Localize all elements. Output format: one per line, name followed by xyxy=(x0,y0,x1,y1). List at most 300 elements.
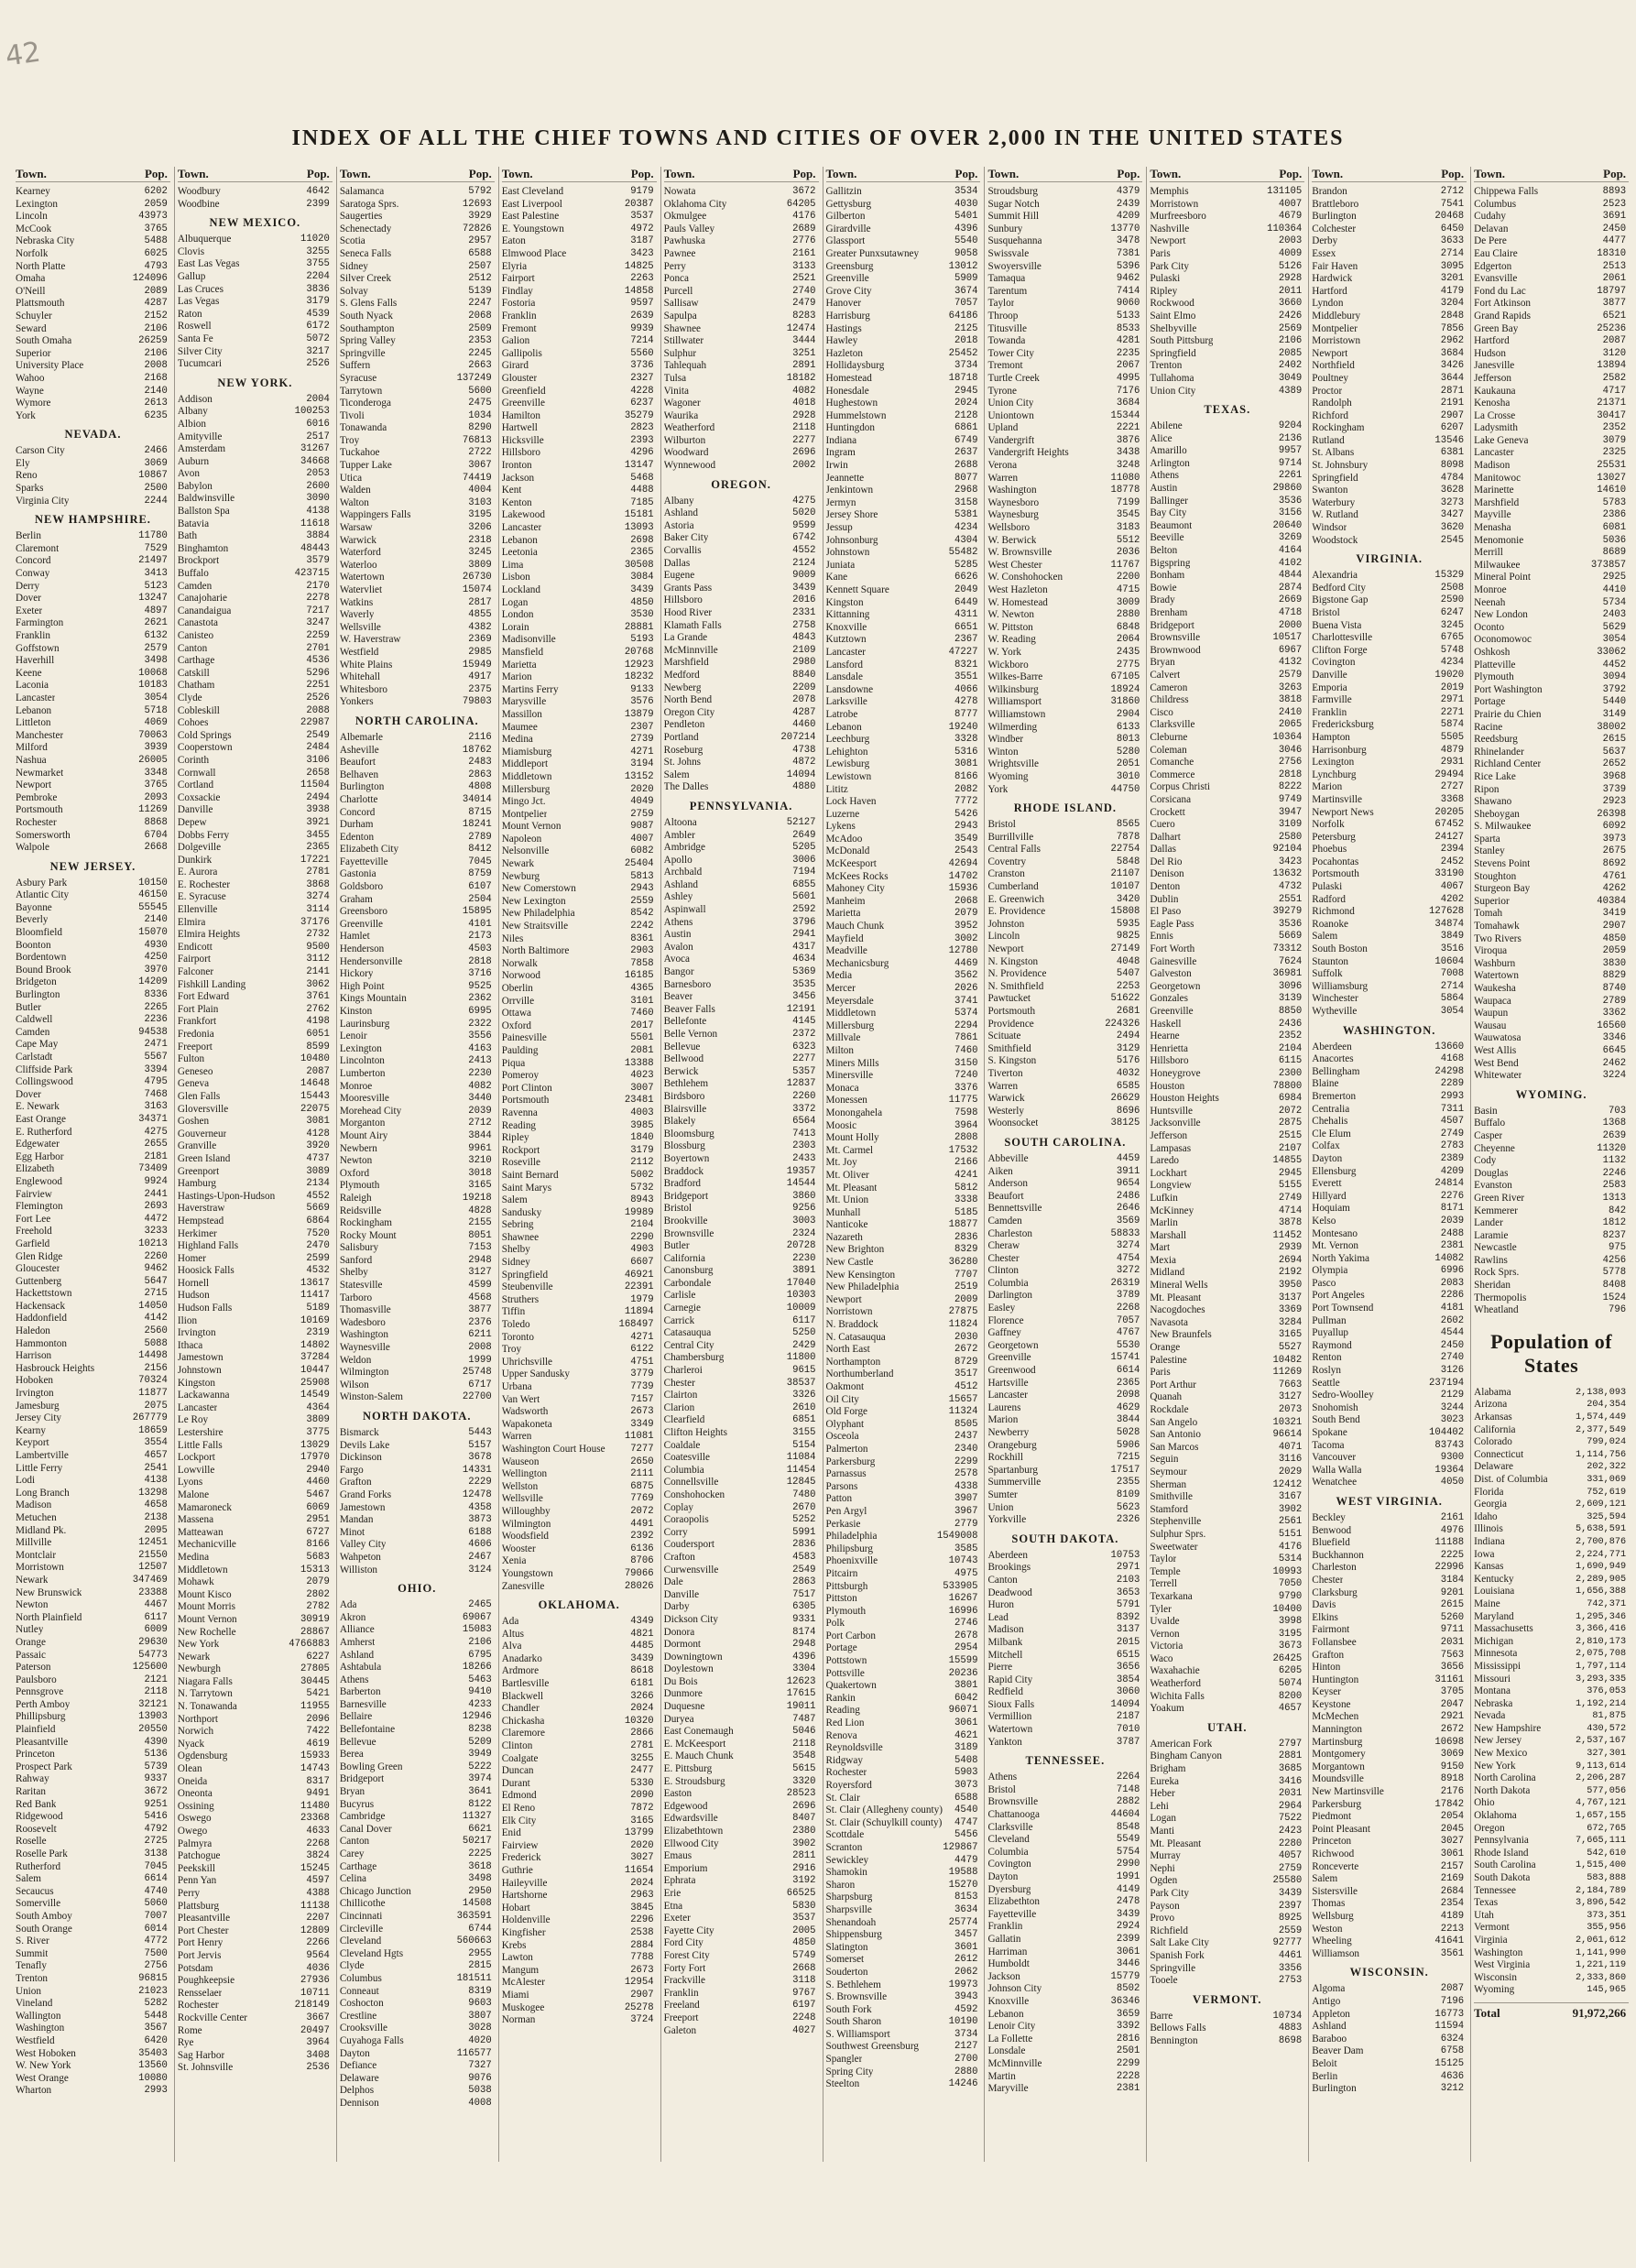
town-entry xyxy=(987,1365,1142,1378)
town-population: 3049 xyxy=(1278,372,1303,384)
town-population: 2945 xyxy=(954,385,978,397)
town-entry xyxy=(664,1963,819,1976)
town-population: 6323 xyxy=(792,1041,816,1052)
town-population: 9711 xyxy=(1440,1624,1465,1636)
town-population: 2484 xyxy=(306,742,330,754)
town-name: Derry xyxy=(16,580,40,592)
town-entry xyxy=(340,1737,495,1750)
town-population: 10711 xyxy=(300,1987,330,1999)
town-entry xyxy=(178,234,333,246)
town-entry xyxy=(502,1753,657,1766)
town-population: 2039 xyxy=(1440,1215,1465,1227)
town-entry xyxy=(16,878,170,890)
town-name: Boonton xyxy=(16,939,51,951)
town-entry xyxy=(178,1963,333,1976)
town-population: 4142 xyxy=(144,1313,168,1325)
town-population: 67105 xyxy=(1110,671,1140,683)
town-population: 2380 xyxy=(792,1826,816,1837)
town-population: 6305 xyxy=(792,1601,816,1613)
town-population: 2266 xyxy=(306,1937,330,1949)
town-entry xyxy=(178,954,333,966)
town-name: Brownwood xyxy=(1150,644,1201,656)
town-population: 8222 xyxy=(1278,781,1303,793)
town-name: Raleigh xyxy=(339,1192,372,1204)
town-population: 5252 xyxy=(792,1514,816,1526)
town-entry xyxy=(1150,732,1304,745)
town-entry xyxy=(987,1166,1142,1179)
town-population: 3765 xyxy=(144,780,168,791)
town-entry xyxy=(987,660,1142,672)
town-name: Greenport xyxy=(177,1165,220,1177)
town-name: Du Bois xyxy=(663,1675,698,1687)
town-entry xyxy=(16,398,170,410)
town-entry xyxy=(664,235,819,248)
town-entry xyxy=(502,845,657,858)
town-name: Philadelphia xyxy=(825,1531,878,1543)
town-population: 9150 xyxy=(1440,1761,1465,1772)
town-entry xyxy=(1312,981,1467,994)
town-population: 79803 xyxy=(462,696,492,708)
town-population: 4281 xyxy=(1116,335,1140,347)
town-entry xyxy=(826,1655,981,1668)
town-population: 78800 xyxy=(1272,1080,1303,1092)
town-name: Red Lion xyxy=(825,1717,865,1729)
town-entry xyxy=(1312,1390,1467,1402)
town-name: Ripley xyxy=(501,1132,529,1144)
town-entry xyxy=(664,1776,819,1789)
town-population: 9009 xyxy=(792,570,816,582)
town-name: Oneida xyxy=(177,1775,208,1787)
town-population: 6996 xyxy=(1440,1265,1465,1277)
town-entry xyxy=(16,914,170,927)
town-population: 4007 xyxy=(1278,198,1303,210)
town-name: Tarentum xyxy=(987,285,1028,297)
town-entry xyxy=(340,1427,495,1440)
town-entry xyxy=(340,1539,495,1552)
town-name: Bowie xyxy=(1150,582,1177,594)
town-population: 5136 xyxy=(144,1749,168,1761)
town-name: Sioux Falls xyxy=(987,1698,1035,1710)
town-name: Massillon xyxy=(501,708,542,720)
town-population: 11269 xyxy=(1272,1367,1303,1379)
town-name: Lincolnton xyxy=(339,1055,385,1067)
town-population: 2016 xyxy=(792,594,816,606)
town-population: 6626 xyxy=(954,572,978,583)
town-population: 58833 xyxy=(1110,1227,1140,1239)
town-population: 2836 xyxy=(792,1539,816,1551)
town-population: 10009 xyxy=(786,1303,816,1314)
town-entry xyxy=(664,1402,819,1415)
town-name: Madison xyxy=(987,1624,1024,1636)
town-name: Quakertown xyxy=(825,1680,877,1692)
town-entry xyxy=(1150,956,1304,969)
town-name: Carson City xyxy=(16,445,65,457)
town-population: 4747 xyxy=(954,1816,978,1828)
town-name: Raymond xyxy=(1312,1339,1352,1351)
town-name: Mitchell xyxy=(987,1649,1023,1661)
town-name: Lewistown xyxy=(825,770,872,782)
town-entry xyxy=(16,2011,170,2023)
town-population: 2725 xyxy=(144,1836,168,1848)
town-population: 4621 xyxy=(954,1729,978,1741)
town-population: 11080 xyxy=(1110,472,1140,484)
town-name: Martins Ferry xyxy=(501,683,559,695)
town-entry xyxy=(1150,545,1304,558)
town-entry xyxy=(826,1531,981,1543)
town-population: 124096 xyxy=(132,273,168,285)
town-name: Jersey Shore xyxy=(825,509,878,521)
town-population: 9133 xyxy=(630,683,654,695)
town-entry xyxy=(987,981,1142,994)
town-population: 25748 xyxy=(462,1367,492,1379)
town-population: 6607 xyxy=(630,1257,654,1269)
town-name: Dale xyxy=(663,1576,683,1588)
town-entry xyxy=(178,655,333,668)
town-population: 9597 xyxy=(630,298,654,310)
town-entry xyxy=(664,1116,819,1129)
town-population: 6995 xyxy=(468,1006,492,1017)
town-population: 29494 xyxy=(1434,769,1465,780)
town-population: 4636 xyxy=(1440,2070,1465,2082)
town-name: Ambridge xyxy=(663,842,705,854)
town-population: 4972 xyxy=(630,223,654,234)
town-entry xyxy=(987,1378,1142,1390)
town-entry xyxy=(340,1292,495,1305)
town-name: El Paso xyxy=(1150,906,1182,918)
town-population: 2663 xyxy=(468,360,492,372)
town-population: 3127 xyxy=(1278,1391,1303,1403)
town-entry xyxy=(340,1193,495,1205)
town-name: W. Homestead xyxy=(987,596,1048,608)
town-entry xyxy=(1474,660,1629,672)
town-name: Barnesville xyxy=(339,1698,387,1710)
town-population: 3251 xyxy=(792,347,816,359)
town-name: Shelbyville xyxy=(1150,322,1197,334)
town-population: 2235 xyxy=(1116,347,1140,359)
town-population: 2579 xyxy=(144,642,168,654)
town-name: Belton xyxy=(1150,545,1178,557)
town-entry xyxy=(502,323,657,336)
town-name: Greensboro xyxy=(339,906,388,918)
town-name: Delphos xyxy=(339,2085,375,2097)
town-name: Saint Marys xyxy=(501,1182,552,1194)
town-name: Osceola xyxy=(825,1431,859,1443)
town-name: Belhaven xyxy=(339,769,379,780)
town-name: Waxahachie xyxy=(1150,1665,1200,1677)
town-population: 4030 xyxy=(954,198,978,210)
town-name: Pasco xyxy=(1312,1277,1336,1289)
town-population: 8051 xyxy=(468,1229,492,1241)
town-population: 6855 xyxy=(792,878,816,890)
town-name: Centralia xyxy=(1312,1103,1350,1115)
town-population: 4234 xyxy=(954,522,978,534)
town-entry xyxy=(826,1008,981,1020)
town-name: Schenectady xyxy=(339,223,392,234)
town-entry xyxy=(340,286,495,299)
town-name: Johnson City xyxy=(987,1983,1042,1995)
town-entry xyxy=(1474,996,1629,1009)
town-name: Pawhuska xyxy=(663,235,705,247)
town-name: Kenton xyxy=(501,496,532,508)
state-name: Mississippi xyxy=(1474,1660,1521,1672)
state-name: Ohio xyxy=(1474,1797,1495,1809)
town-population: 3534 xyxy=(954,186,978,197)
town-population: 41641 xyxy=(1434,1935,1465,1947)
town-entry xyxy=(826,1730,981,1743)
town-name: Albany xyxy=(663,495,694,507)
town-population: 4271 xyxy=(630,746,654,758)
town-name: Midland Pk. xyxy=(16,1524,67,1536)
state-name: Kansas xyxy=(1474,1561,1504,1573)
town-entry xyxy=(826,1967,981,1979)
town-name: New Comerstown xyxy=(501,883,576,895)
pop-header: Pop. xyxy=(630,167,654,180)
town-name: Westfield xyxy=(16,2034,55,2046)
town-entry xyxy=(1312,1624,1467,1637)
state-name: California xyxy=(1474,1423,1516,1435)
town-name: Hastings xyxy=(825,322,862,334)
town-entry xyxy=(16,792,170,805)
town-name: Carnegie xyxy=(663,1303,702,1314)
town-name: Tuckahoe xyxy=(339,447,380,459)
town-name: Ford City xyxy=(663,1937,703,1949)
town-entry xyxy=(178,855,333,867)
town-entry xyxy=(1150,261,1304,274)
town-name: Everett xyxy=(1312,1178,1342,1190)
town-population: 10183 xyxy=(138,680,168,692)
town-entry xyxy=(502,709,657,722)
town-name: Beeville xyxy=(1150,532,1184,544)
town-name: Mt. Vernon xyxy=(1312,1240,1359,1252)
town-entry xyxy=(1312,1191,1467,1204)
town-name: Corpus Christi xyxy=(1150,781,1210,793)
town-population: 3089 xyxy=(306,1165,330,1177)
town-entry xyxy=(178,2050,333,2063)
town-entry xyxy=(502,410,657,423)
town-population: 9939 xyxy=(630,322,654,334)
town-entry xyxy=(664,532,819,545)
town-population: 5185 xyxy=(954,1206,978,1218)
town-population: 4382 xyxy=(468,621,492,633)
town-name: Jersey City xyxy=(16,1412,62,1424)
town-entry xyxy=(826,1693,981,1706)
town-population: 2118 xyxy=(144,1686,168,1698)
town-name: Clinton xyxy=(501,1740,533,1752)
town-name: Alice xyxy=(1150,432,1172,444)
town-population: 5903 xyxy=(954,1767,978,1779)
town-population: 10080 xyxy=(138,2072,168,2084)
state-name: Louisiana xyxy=(1474,1586,1515,1597)
town-name: Baldwinsville xyxy=(177,493,235,505)
town-name: N. Catasauqua xyxy=(825,1331,886,1343)
town-name: W. New York xyxy=(16,2060,71,2072)
town-entry xyxy=(1312,1525,1467,1538)
town-entry xyxy=(1474,199,1629,212)
town-population: 2866 xyxy=(630,1728,654,1739)
town-entry xyxy=(987,1921,1142,1934)
town-name: Pulaski xyxy=(1312,881,1343,893)
town-name: Two Rivers xyxy=(1474,932,1521,944)
town-population: 2277 xyxy=(792,1053,816,1065)
town-population: 64205 xyxy=(786,198,816,210)
town-population: 14825 xyxy=(624,260,654,272)
town-name: Elmira xyxy=(177,916,206,928)
town-population: 3634 xyxy=(954,1903,978,1915)
town-name: Follansbee xyxy=(1312,1636,1357,1648)
town-population: 92104 xyxy=(1272,844,1303,856)
town-name: E. Rutherford xyxy=(16,1126,72,1138)
town-population: 3165 xyxy=(1278,1329,1303,1341)
town-population: 3116 xyxy=(1278,1454,1303,1466)
town-population: 7468 xyxy=(144,1088,168,1100)
town-population: 2698 xyxy=(630,534,654,546)
town-entry xyxy=(1312,1378,1467,1390)
town-name: Woodbury xyxy=(177,186,221,197)
town-name: E. Rochester xyxy=(177,878,231,890)
town-name: Avalon xyxy=(663,941,693,953)
town-population: 2276 xyxy=(1440,1190,1465,1202)
town-name: Batavia xyxy=(177,518,210,529)
town-entry xyxy=(1312,1749,1467,1761)
town-entry xyxy=(178,246,333,259)
town-population: 8077 xyxy=(954,472,978,484)
town-name: Tonawanda xyxy=(339,422,387,434)
town-population: 31860 xyxy=(1110,696,1140,708)
town-population: 2020 xyxy=(630,1839,654,1851)
town-entry xyxy=(987,1093,1142,1106)
town-population: 14855 xyxy=(1272,1155,1303,1167)
town-population: 1979 xyxy=(630,1293,654,1305)
town-population: 5567 xyxy=(144,1052,168,1063)
town-population: 3369 xyxy=(1278,1304,1303,1316)
town-name: Millville xyxy=(16,1537,52,1549)
town-entry xyxy=(340,757,495,769)
town-name: Clyde xyxy=(339,1960,365,1972)
town-entry xyxy=(16,717,170,730)
town-name: Wynnewood xyxy=(663,460,716,472)
town-entry xyxy=(340,497,495,510)
town-entry xyxy=(1474,323,1629,336)
town-entry xyxy=(1474,348,1629,361)
town-name: Ladysmith xyxy=(1474,422,1519,434)
town-name: Lincoln xyxy=(987,931,1020,943)
town-population: 363591 xyxy=(456,1910,492,1922)
town-name: Logan xyxy=(1150,1813,1176,1825)
state-population: 376,053 xyxy=(1587,1686,1627,1697)
town-name: New Philadelphia xyxy=(501,908,575,920)
town-entry xyxy=(178,555,333,568)
town-name: Belle Vernon xyxy=(663,1029,718,1040)
town-name: Alliance xyxy=(339,1624,375,1636)
town-entry xyxy=(1150,981,1304,994)
town-name: Media xyxy=(825,970,853,982)
town-name: Northport xyxy=(177,1713,219,1725)
town-entry xyxy=(16,1176,170,1189)
town-population: 11877 xyxy=(138,1388,168,1400)
town-population: 3659 xyxy=(1116,2008,1140,2020)
town-entry xyxy=(1474,1032,1629,1045)
town-name: Cleveland xyxy=(987,1834,1030,1846)
town-population: 4396 xyxy=(954,223,978,234)
town-name: Morristown xyxy=(1150,198,1199,210)
town-name: Bismarck xyxy=(339,1427,379,1438)
town-name: Wallington xyxy=(16,2010,61,2022)
town-name: Union xyxy=(16,1985,41,1997)
town-name: Providence xyxy=(987,1018,1034,1030)
town-population: 5189 xyxy=(306,1303,330,1314)
town-population: 10993 xyxy=(1272,1565,1303,1577)
town-name: Ashtabula xyxy=(339,1662,382,1674)
town-entry xyxy=(16,1350,170,1363)
town-entry xyxy=(987,1737,1142,1750)
town-entry xyxy=(826,921,981,933)
town-name: Harrison xyxy=(16,1350,52,1362)
town-name: Palestine xyxy=(1150,1354,1187,1366)
town-name: Fairview xyxy=(16,1188,52,1200)
state-name: Indiana xyxy=(1474,1535,1505,1547)
town-population: 3179 xyxy=(306,296,330,308)
town-name: Lambertville xyxy=(16,1450,69,1461)
town-population: 4050 xyxy=(1440,1477,1465,1488)
town-population: 15181 xyxy=(624,509,654,521)
town-population: 14246 xyxy=(948,2078,978,2090)
town-entry xyxy=(16,1450,170,1463)
town-name: Wellington xyxy=(501,1468,548,1480)
town-entry xyxy=(1150,645,1304,658)
town-population: 2225 xyxy=(468,1848,492,1859)
town-name: Bloomsburg xyxy=(663,1128,714,1139)
town-entry xyxy=(178,309,333,322)
town-name: Fostoria xyxy=(501,298,536,310)
town-name: Lancaster xyxy=(16,692,56,703)
town-entry xyxy=(826,1207,981,1220)
town-entry xyxy=(1474,845,1629,858)
state-population-entry xyxy=(1474,1674,1629,1686)
town-population: 2051 xyxy=(1116,758,1140,770)
town-name: Norfolk xyxy=(1312,819,1345,831)
state-name: Georgia xyxy=(1474,1499,1507,1510)
town-name: New Philadelphia xyxy=(825,1281,900,1293)
town-name: Oakmont xyxy=(825,1381,865,1392)
town-entry xyxy=(664,719,819,732)
town-name: Upper Sandusky xyxy=(501,1368,570,1380)
pop-header: Pop. xyxy=(954,167,978,180)
town-name: Edgewater xyxy=(16,1139,60,1150)
town-name: Asbury Park xyxy=(16,877,68,889)
town-entry xyxy=(826,1145,981,1158)
state-population: 325,594 xyxy=(1587,1511,1627,1522)
state-population-entry xyxy=(1474,1723,1629,1736)
town-entry xyxy=(1312,657,1467,670)
town-entry xyxy=(178,680,333,692)
town-population: 2029 xyxy=(1278,1466,1303,1477)
town-name: Keystone xyxy=(1312,1698,1351,1710)
town-entry xyxy=(502,1319,657,1332)
town-name: South Pittsburg xyxy=(1150,335,1214,347)
town-entry xyxy=(16,1425,170,1438)
town-population: 3830 xyxy=(1602,957,1627,969)
town-population: 2221 xyxy=(1116,422,1140,434)
town-population: 8098 xyxy=(1440,460,1465,472)
town-population: 7500 xyxy=(144,1947,168,1959)
town-population: 8868 xyxy=(144,816,168,828)
town-population: 7520 xyxy=(306,1227,330,1239)
town-population: 4189 xyxy=(1440,1910,1465,1922)
town-population: 5783 xyxy=(1602,496,1627,508)
town-population: 13247 xyxy=(138,593,168,605)
town-entry xyxy=(340,609,495,622)
town-name: Shelby xyxy=(501,1244,530,1256)
